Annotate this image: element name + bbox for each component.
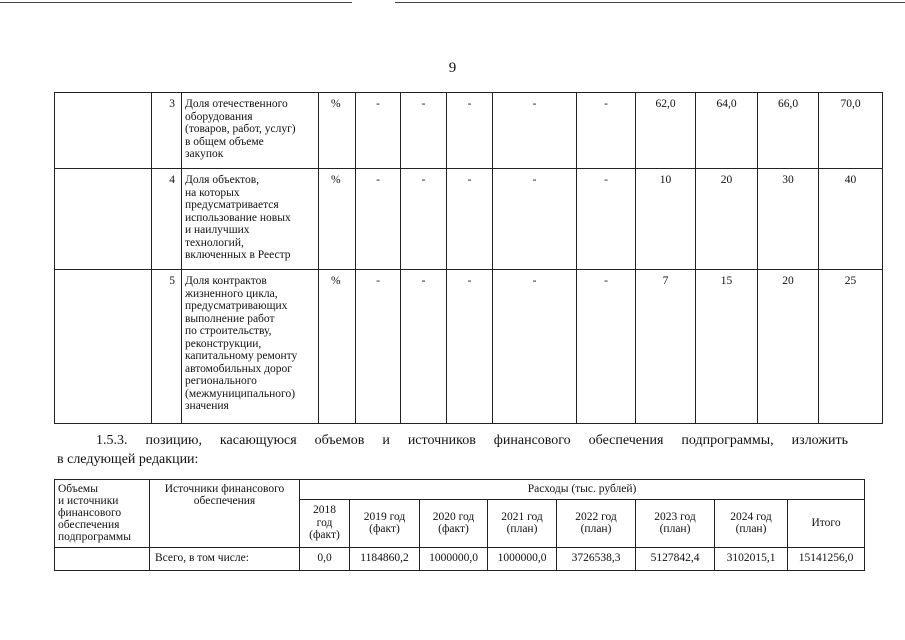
dash-cell: - — [356, 169, 401, 270]
year-header-line: 2024 год — [730, 510, 772, 523]
finance-table — [54, 479, 865, 571]
page-number: 9 — [448, 60, 457, 76]
indicator-name-line: включенных в Реестр — [185, 249, 291, 261]
finance-value: 3102015,1 — [715, 547, 788, 570]
indicator-name-line: закупок — [185, 148, 224, 160]
empty-cell — [55, 93, 152, 169]
value-cell: 20 — [758, 270, 819, 424]
value-cell: 64,0 — [696, 93, 758, 169]
indicators-table — [54, 92, 883, 424]
indicator-name-line: предусматривающих — [185, 300, 288, 312]
year-header-line: 2023 год — [654, 510, 696, 523]
value-cell: 66,0 — [758, 93, 819, 169]
year-header — [557, 499, 636, 547]
dash-cell: - — [447, 270, 493, 424]
value-cell: 30 — [758, 169, 819, 270]
indicator-name-line: жизненного цикла, — [185, 287, 278, 300]
empty-cell — [55, 169, 152, 270]
finance-header-volumes-line: обеспечения — [58, 519, 120, 531]
year-header-line: (факт) — [438, 523, 469, 535]
indicator-name-line: (межмуниципального) — [185, 387, 296, 400]
finance-value: 1000000,0 — [488, 547, 557, 570]
year-header-line: год — [316, 516, 333, 529]
unit-cell: % — [319, 270, 356, 424]
finance-empty-cell — [55, 547, 150, 570]
year-header-line: Итого — [811, 516, 841, 529]
year-header-line: (план) — [506, 523, 538, 535]
year-header — [420, 499, 488, 547]
scan-border-top-right — [395, 2, 905, 3]
value-cell: 62,0 — [636, 93, 696, 169]
value-cell: 15 — [696, 270, 758, 424]
indicator-name — [182, 93, 319, 169]
dash-cell: - — [447, 93, 493, 169]
finance-value: 0,0 — [300, 547, 350, 570]
indicator-name-line: по строительству, — [185, 325, 272, 337]
indicator-name-line: (товаров, работ, услуг) — [185, 123, 296, 135]
indicator-name-line: предусматривается — [185, 199, 279, 211]
row-number: 3 — [152, 93, 182, 169]
value-cell: 40 — [819, 169, 883, 270]
value-cell: 25 — [819, 270, 883, 424]
finance-header-volumes — [55, 480, 150, 548]
unit-cell: % — [319, 93, 356, 169]
unit-cell: % — [319, 169, 356, 270]
dash-cell: - — [577, 93, 636, 169]
year-header-line: 2021 год — [501, 510, 543, 523]
finance-row-label: Всего, в том числе: — [150, 547, 300, 570]
finance-header-volumes-line: подпрограммы — [58, 531, 131, 543]
year-header-line: 2019 год — [363, 510, 406, 523]
dash-cell: - — [401, 169, 447, 270]
empty-cell — [55, 270, 152, 424]
indicator-name-line: Доля отечественного — [185, 98, 288, 110]
indicator-name-line: на которых — [185, 186, 240, 199]
dash-cell: - — [577, 169, 636, 270]
row-number: 4 — [152, 169, 182, 270]
finance-header-volumes-line: и источники — [58, 495, 119, 507]
year-header-line: (факт) — [369, 523, 400, 535]
dash-cell: - — [356, 93, 401, 169]
indicator-name-line: технологий, — [185, 236, 244, 249]
indicator-row — [55, 169, 883, 270]
finance-value: 3726538,3 — [557, 547, 636, 570]
finance-header-volumes-line: Объемы — [58, 483, 98, 495]
value-cell: 7 — [636, 270, 696, 424]
year-header-line: 2020 год — [432, 510, 475, 523]
row-number: 5 — [152, 270, 182, 424]
finance-header-sources-line: Источники финансового — [164, 483, 285, 495]
finance-value: 15141256,0 — [788, 547, 865, 570]
indicator-name-line: регионального — [185, 375, 257, 387]
indicator-name-line: значения — [185, 400, 229, 412]
indicator-name-line: выполнение работ — [185, 312, 275, 325]
indicator-name — [182, 270, 319, 424]
indicator-row — [55, 270, 883, 424]
paragraph-line-2: в следующей редакции: — [57, 452, 199, 467]
year-header-line: 2018 — [313, 504, 336, 517]
dash-cell: - — [577, 270, 636, 424]
finance-value: 1184860,2 — [350, 547, 420, 570]
value-cell: 20 — [696, 169, 758, 270]
paragraph-line-1: 1.5.3. позицию, касающуюся объемов и источников финансового обеспечения подпрограммы, изложить — [96, 433, 848, 448]
value-cell: 10 — [636, 169, 696, 270]
finance-header-expenses: Расходы (тыс. рублей) — [300, 480, 865, 500]
indicator-name-line: реконструкции, — [185, 337, 262, 350]
indicator-name-line: и наилучших — [185, 224, 250, 236]
finance-header-sources-line: обеспечения — [193, 495, 256, 507]
indicator-name-line: автомобильных дорог — [185, 362, 292, 375]
year-header-line: (план) — [735, 523, 767, 535]
dash-cell: - — [493, 93, 577, 169]
year-header — [636, 499, 715, 547]
finance-header-volumes-line: финансового — [58, 507, 122, 519]
dash-cell: - — [447, 169, 493, 270]
indicator-name — [182, 169, 319, 270]
indicator-name-line: капитальному ремонту — [185, 350, 298, 362]
year-header — [788, 499, 865, 547]
indicator-name-line: оборудования — [185, 110, 253, 123]
year-header — [715, 499, 788, 547]
finance-value: 5127842,4 — [636, 547, 715, 570]
finance-header-sources — [150, 480, 300, 548]
dash-cell: - — [401, 270, 447, 424]
year-header — [300, 499, 350, 547]
year-header — [350, 499, 420, 547]
dash-cell: - — [356, 270, 401, 424]
indicator-name-line: использование новых — [185, 211, 291, 224]
value-cell: 70,0 — [819, 93, 883, 169]
year-header-line: (план) — [580, 523, 612, 535]
indicator-name-line: в общем объеме — [185, 135, 264, 148]
indicator-name-line: Доля объектов, — [185, 174, 260, 186]
year-header — [488, 499, 557, 547]
dash-cell: - — [493, 270, 577, 424]
year-header-line: (план) — [659, 523, 691, 535]
finance-value: 1000000,0 — [420, 547, 488, 570]
year-header-line: (факт) — [309, 529, 340, 542]
indicator-name-line: Доля контрактов — [185, 275, 267, 287]
dash-cell: - — [493, 169, 577, 270]
dash-cell: - — [401, 93, 447, 169]
year-header-line: 2022 год — [575, 510, 617, 523]
scan-border-top-left — [0, 2, 352, 3]
indicator-row — [55, 93, 883, 169]
